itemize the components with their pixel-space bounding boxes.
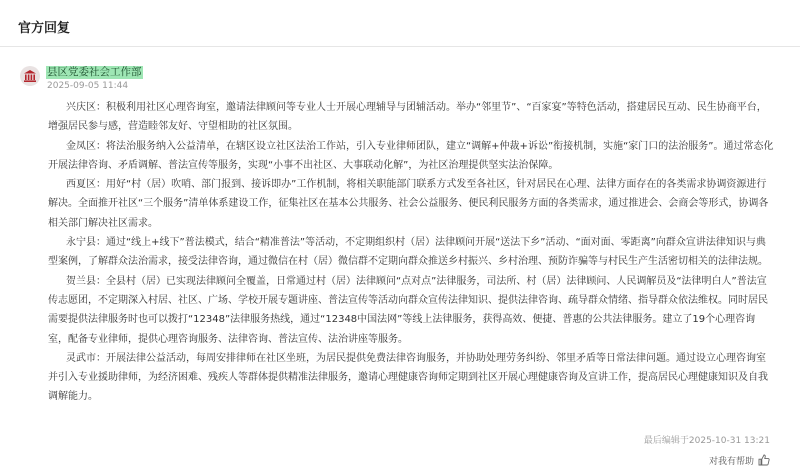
helpful-button[interactable] xyxy=(709,453,770,467)
government-building-icon xyxy=(23,69,37,83)
reply-content xyxy=(48,98,774,407)
last-edited-time: 最后编辑于2025-10-31 13:21 xyxy=(643,436,770,446)
thumbs-up-icon xyxy=(758,454,770,466)
section-title: 官方回复 xyxy=(18,21,71,36)
post-date: 2025-09-05 11:44 xyxy=(47,81,129,91)
reply-paragraph: 西夏区：用好“村（居）吹哨、部门报到、接诉即办”工作机制，将相关职能部门联系方式发至各社区，针对居民在心理、法律方面存在的各类需求协调资源进行解决。全面推开社区“三个服务”清单体系建设工作，征集社区在基本公共服务、社会公益服务、便民利民服务方面的各类需求，通过推进会、会商会等形式，协调各相关部门解决社区需求。 xyxy=(48,179,769,229)
helpful-label: 对我有帮助 xyxy=(708,456,754,467)
reply-paragraph: 兴庆区：积极利用社区心理咨询室，邀请法律顾问等专业人士开展心理辅导与团辅活动。举办“邻里节”、“百家宴”等特色活动，搭建居民互动、民生协商平台，增强居民参与感，营造睦邻友好、守望相助的社区氛围。 xyxy=(48,102,767,133)
reply-paragraph: 贺兰县：全县村（居）已实现法律顾问全覆盖，日常通过村（居）法律顾问“点对点”法律服务，司法所、村（居）法律顾问、人民调解员及“法律明白人”普法宣传志愿团，不定期深入村居、社区、广场、学校开展专题讲座、普法宣传等活动向群众宣传法律知识、提供法律咨询、疏导群众情绪、指导群众依法维权。同时居民需要提供法律服务时也可以拨打“12348”法律服务热线，通过“12348中国法网”等线上法律服务，获得高效、便捷、普惠的公共法律服务。建立了19个心理咨询室，配备专业律师，提供心理咨询服务、法律咨询、普法宣传、法治讲座等服务。 xyxy=(48,275,768,345)
author-name[interactable]: 县区党委社会工作部 xyxy=(47,66,142,78)
reply-section-header xyxy=(0,0,800,47)
reply-paragraph: 金凤区：将法治服务纳入公益清单，在辖区设立社区法治工作站，引入专业律师团队，建立“调解+仲裁+诉讼”衔接机制，实施“家门口的法治服务”。通过常态化开展法律咨询、矛盾调解、普法宣传等服务，实现“小事不出社区、大事联动化解”，为社区治理提供坚实法治保障。 xyxy=(48,140,774,171)
avatar xyxy=(20,66,40,86)
reply-paragraph: 永宁县：通过“线上+线下”普法模式，结合“精准普法”等活动，不定期组织村（居）法律顾问开展“送法下乡”活动、“面对面、零距离”向群众宣讲法律知识与典型案例，了解群众法治需求，接受法律咨询，通过微信在村（居）微信群不定期向群众推送乡村振兴、乡村治理、预防诈骗等与村民生产生活密切相关的法律法规。 xyxy=(48,237,768,268)
reply-paragraph: 灵武市：开展法律公益活动，每周安排律师在社区坐班，为居民提供免费法律咨询服务，并协助处理劳务纠纷、邻里矛盾等日常法律问题。通过设立心理咨询室并引入专业援助律师，为经济困难、残疾人等群体提供精准法律服务，邀请心理健康咨询师定期到社区开展心理健康咨询及宣讲工作，提高居民心理健康知识及自我调解能力。 xyxy=(48,352,768,403)
